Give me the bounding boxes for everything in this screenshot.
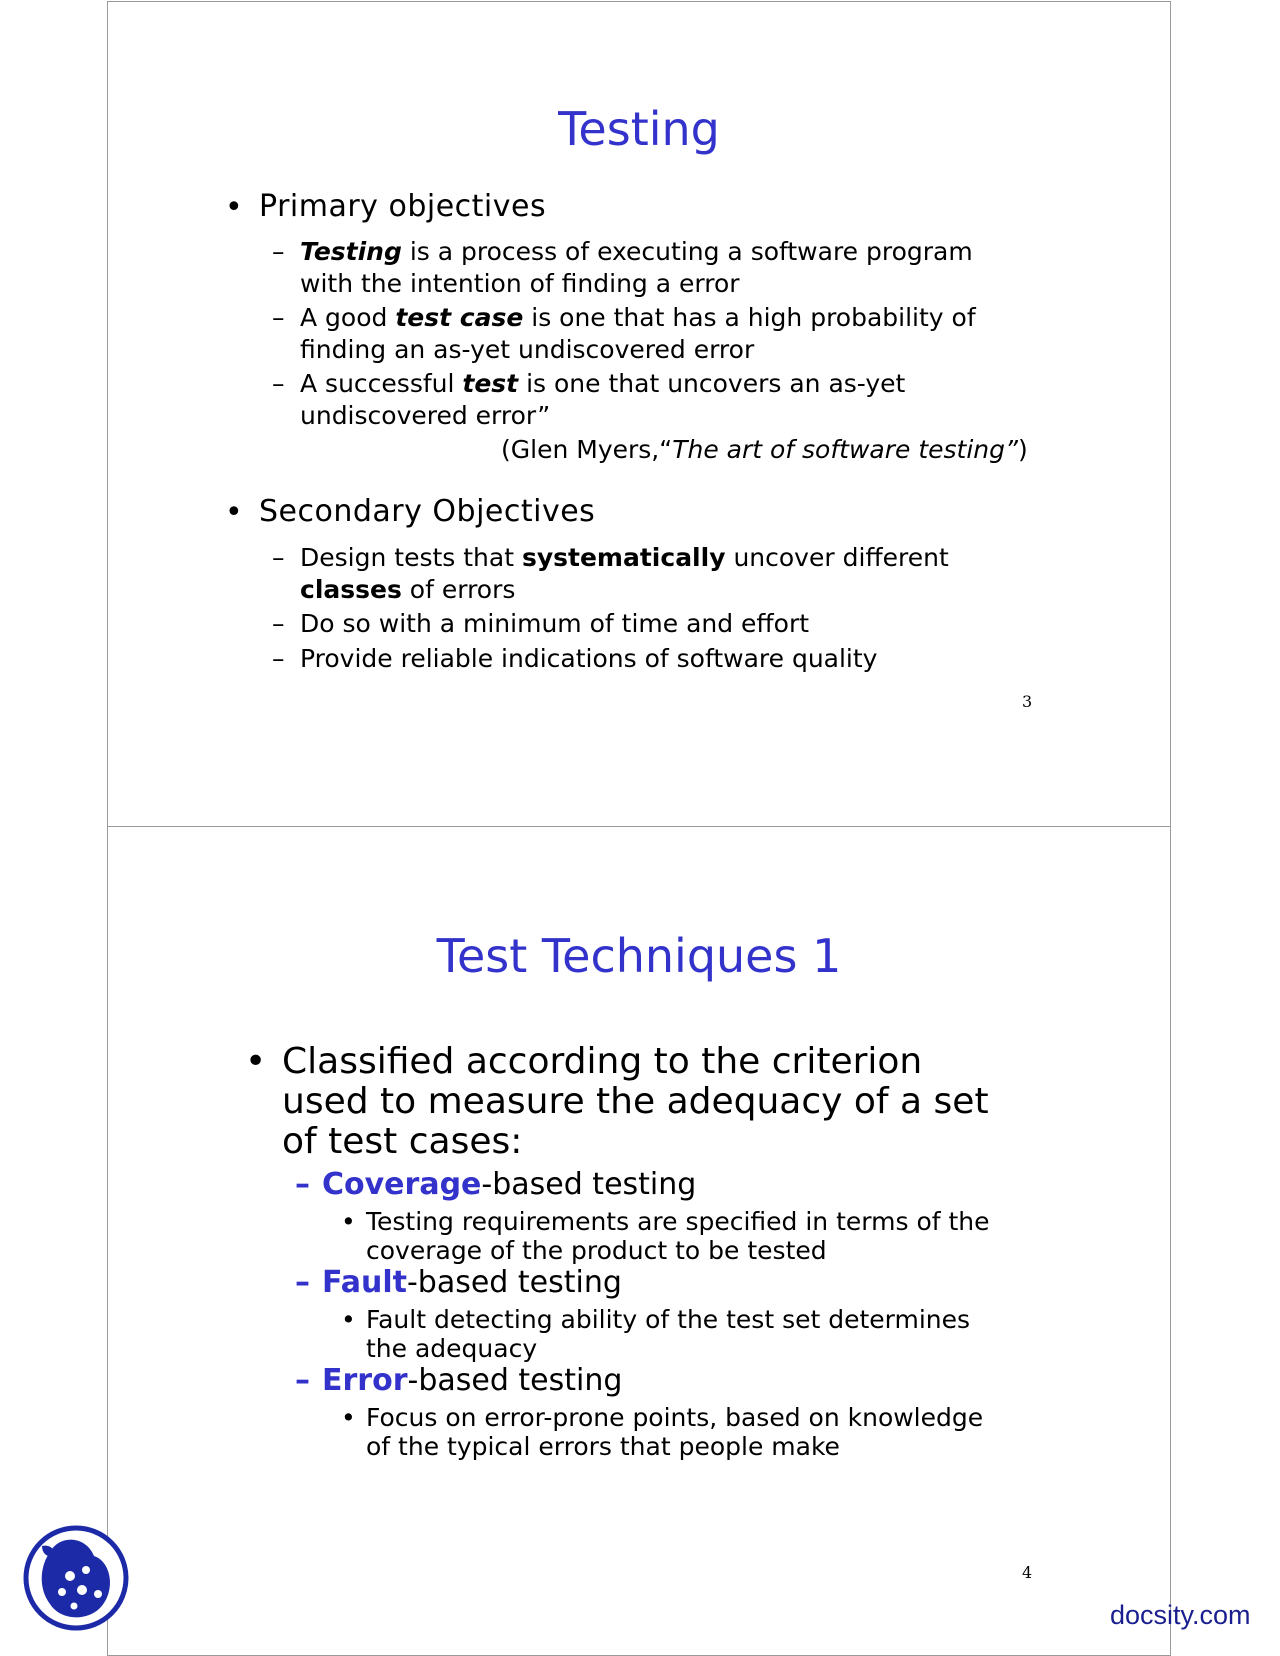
slide-3 (107, 1, 1171, 827)
slide-4 (107, 826, 1171, 1656)
objective-item: Provide reliable indications of software quality (300, 644, 878, 673)
description-line2: the adequacy (366, 1334, 538, 1363)
description-line1: Focus on error-prone points, based on knowledge (366, 1403, 984, 1432)
keyword: test (462, 369, 519, 398)
dash-icon: – (295, 1167, 310, 1202)
slide-title: Testing (558, 102, 720, 156)
secondary-objectives-heading: Secondary Objectives (259, 494, 596, 529)
dash-icon: – (272, 369, 285, 398)
technique-description (366, 1403, 1126, 1461)
slide-title: Test Techniques 1 (436, 929, 842, 983)
objective-text-pre: A good (300, 303, 396, 332)
objective-item (300, 236, 1080, 300)
objective-item (300, 368, 1080, 432)
keyword: Testing (300, 237, 402, 266)
keyword: test case (395, 303, 524, 332)
keyword: classes (300, 575, 402, 604)
dash-icon: – (295, 1265, 310, 1300)
main-point-line2: used to measure the adequacy of a set (282, 1081, 989, 1122)
objective-text-line2: of errors (401, 575, 516, 604)
technique-coverage (322, 1167, 696, 1202)
dash-icon: – (272, 609, 285, 638)
objective-text: is a process of executing a software program (401, 237, 973, 266)
objective-item (300, 542, 1080, 606)
main-point-line1: Classified according to the criterion (282, 1041, 923, 1082)
description-line2: coverage of the product to be tested (366, 1236, 827, 1265)
main-point (282, 1042, 1082, 1162)
dash-icon: – (272, 644, 285, 673)
technique-keyword: Coverage (322, 1167, 482, 1202)
technique-description (366, 1207, 1126, 1265)
keyword: systematically (521, 543, 726, 572)
objective-item (300, 302, 1080, 366)
dash-icon: – (272, 543, 285, 572)
objective-text-line2: with the intention of finding a error (300, 269, 740, 298)
technique-fault (322, 1265, 622, 1300)
citation (501, 434, 1028, 466)
description-line1: Fault detecting ability of the test set determines (366, 1305, 971, 1334)
docsity-logo-icon (20, 1522, 132, 1634)
citation-post: ) (1017, 435, 1028, 464)
objective-text-line2: finding an as-yet undiscovered error (300, 335, 755, 364)
technique-label: -based testing (407, 1363, 623, 1398)
bullet-icon: • (245, 1041, 267, 1082)
objective-text: uncover different (725, 543, 949, 572)
dash-icon: – (272, 237, 285, 266)
description-line2: of the typical errors that people make (366, 1432, 840, 1461)
objective-text-pre: A successful (300, 369, 463, 398)
technique-label: -based testing (481, 1167, 697, 1202)
objective-text-line2: undiscovered error” (300, 401, 551, 430)
primary-objectives-heading: Primary objectives (259, 189, 547, 224)
technique-label: -based testing (406, 1265, 622, 1300)
technique-keyword: Fault (322, 1265, 407, 1300)
objective-text-pre: Design tests that (300, 543, 522, 572)
main-point-line3: of test cases: (282, 1121, 523, 1162)
objective-text: is one that uncovers an as-yet (518, 369, 906, 398)
bullet-icon: • (225, 495, 244, 530)
bullet-icon: • (225, 190, 244, 225)
technique-error (322, 1363, 622, 1398)
objective-item: Do so with a minimum of time and effort (300, 609, 810, 638)
bullet-icon: • (341, 1403, 356, 1432)
page-number: 4 (1022, 1563, 1033, 1582)
technique-keyword: Error (322, 1363, 408, 1398)
page-number: 3 (1022, 692, 1033, 711)
dash-icon: – (272, 303, 285, 332)
description-line1: Testing requirements are specified in terms of the (366, 1207, 990, 1236)
citation-title: The art of software testing” (672, 435, 1018, 464)
dash-icon: – (295, 1363, 310, 1398)
docsity-brand-link[interactable]: docsity.com (1110, 1600, 1251, 1630)
citation-pre: (Glen Myers,“ (501, 435, 673, 464)
objective-text: is one that has a high probability of (523, 303, 976, 332)
technique-description (366, 1305, 1126, 1363)
bullet-icon: • (341, 1305, 356, 1334)
bullet-icon: • (341, 1207, 356, 1236)
